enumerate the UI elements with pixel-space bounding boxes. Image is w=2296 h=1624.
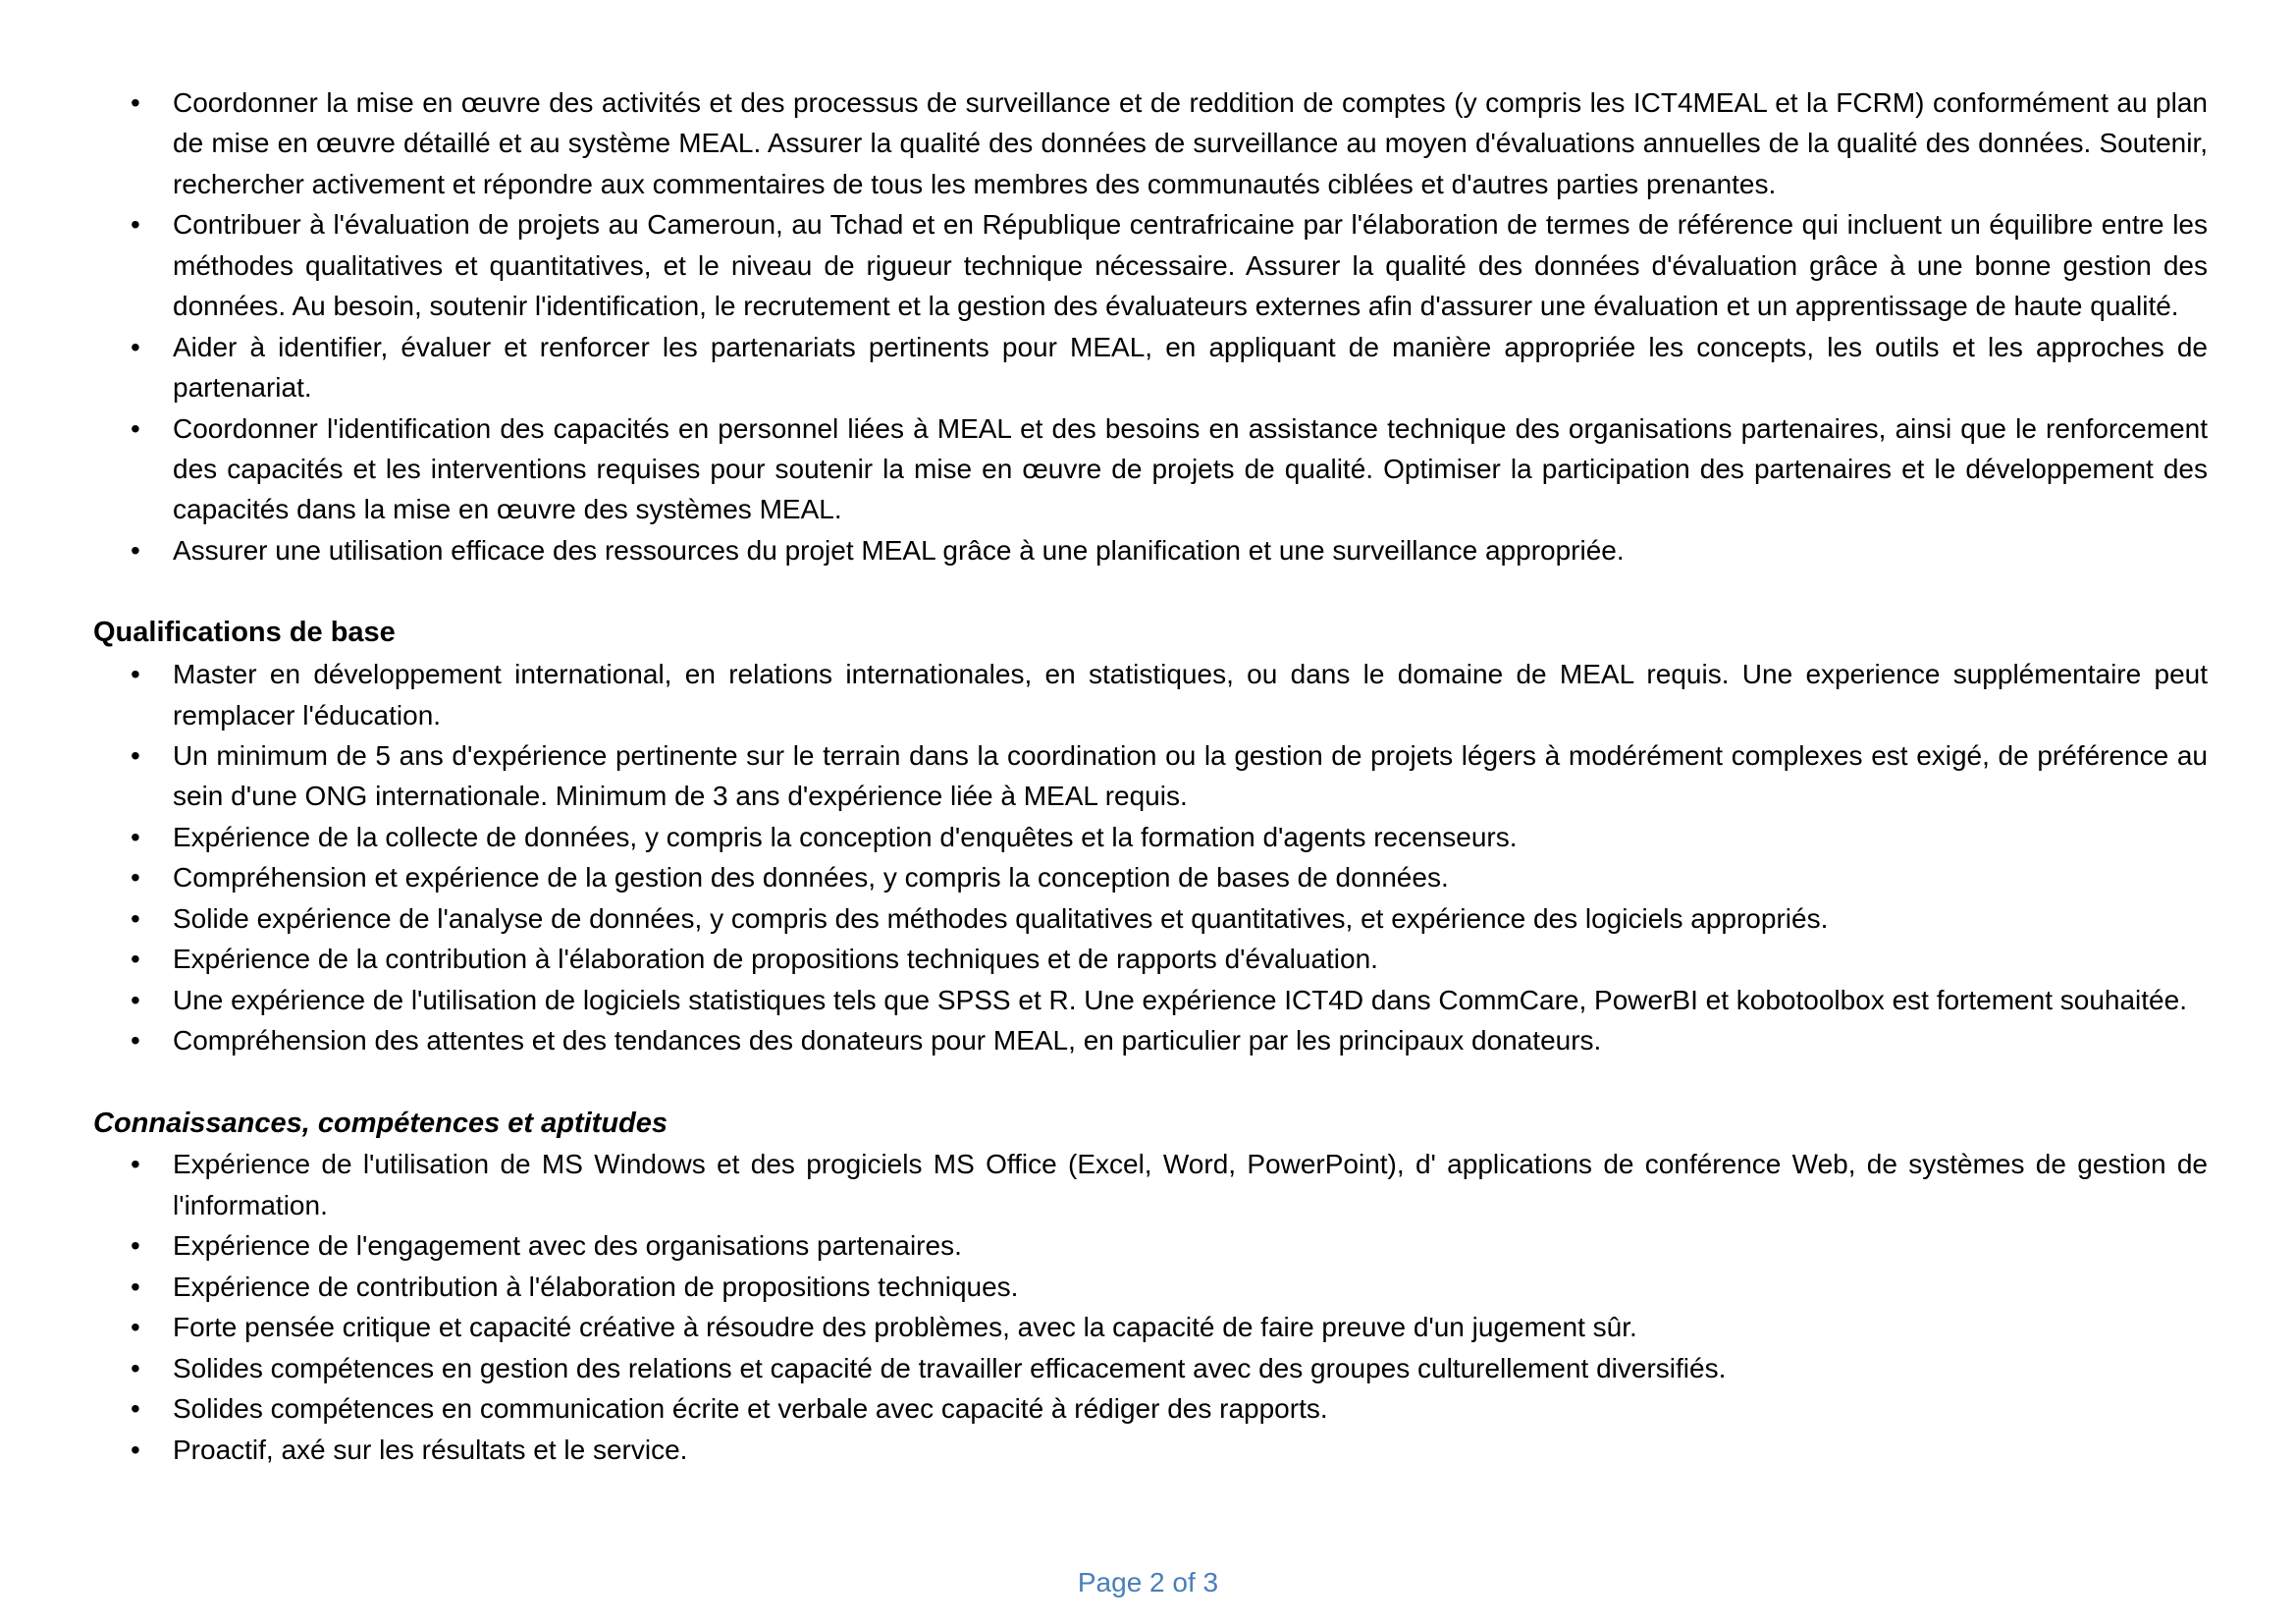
skills-heading: Connaissances, compétences et aptitudes bbox=[93, 1107, 668, 1139]
list-item: • Une expérience de l'utilisation de logiciels statistiques tels que SPSS et R. Une expérience ICT4D dans CommCare, PowerBI et kobotoolbox est fortement souhaitée. bbox=[93, 980, 2208, 1020]
list-item: • Solides compétences en communication écrite et verbale avec capacité à rédiger des rapports. bbox=[93, 1388, 2208, 1429]
list-item: • Aider à identifier, évaluer et renforcer les partenariats pertinents pour MEAL, en appliquant de manière appropriée les concepts, les outils et les approches de partenariat. bbox=[93, 327, 2208, 408]
list-item: • Coordonner l'identification des capacités en personnel liées à MEAL et des besoins en assistance technique des organisations partenaires, ainsi que le renforcement des capacités et les interventions requises pour soutenir la mise en œuvre de projets de qualité. Optimiser la participation des partenaires et le développement des capacités dans la mise en œuvre des systèmes MEAL. bbox=[93, 408, 2208, 530]
page-footer bbox=[0, 1567, 2296, 1598]
responsibilities-list bbox=[93, 82, 2208, 570]
list-item: • Compréhension et expérience de la gestion des données, y compris la conception de bases de données. bbox=[93, 857, 2208, 897]
list-item: • Un minimum de 5 ans d'expérience pertinente sur le terrain dans la coordination ou la gestion de projets légers à modérément complexes est exigé, de préférence au sein d'une ONG internationale. Minimum de 3 ans d'expérience liée à MEAL requis. bbox=[93, 735, 2208, 817]
list-item: • Coordonner la mise en œuvre des activités et des processus de surveillance et de reddition de comptes (y compris les ICT4MEAL et la FCRM) conformément au plan de mise en œuvre détaillé et au système MEAL. Assurer la qualité des données de surveillance au moyen d'évaluations annuelles de la qualité des données. Soutenir, rechercher activement et répondre aux commentaires de tous les membres des communautés ciblées et d'autres parties prenantes. bbox=[93, 82, 2208, 204]
list-item: • Compréhension des attentes et des tendances des donateurs pour MEAL, en particulier par les principaux donateurs. bbox=[93, 1020, 2208, 1060]
list-item: • Proactif, axé sur les résultats et le service. bbox=[93, 1430, 2208, 1470]
list-item: • Forte pensée critique et capacité créative à résoudre des problèmes, avec la capacité de faire preuve d'un jugement sûr. bbox=[93, 1307, 2208, 1347]
list-item: • Solides compétences en gestion des relations et capacité de travailler efficacement avec des groupes culturellement diversifiés. bbox=[93, 1348, 2208, 1388]
qualifications-heading: Qualifications de base bbox=[93, 617, 396, 649]
list-item: • Expérience de l'engagement avec des organisations partenaires. bbox=[93, 1225, 2208, 1266]
list-item: • Expérience de la collecte de données, y compris la conception d'enquêtes et la formation d'agents recenseurs. bbox=[93, 817, 2208, 857]
list-item: • Expérience de la contribution à l'élaboration de propositions techniques et de rapports d'évaluation. bbox=[93, 939, 2208, 979]
list-item: • Master en développement international, en relations internationales, en statistiques, ou dans le domaine de MEAL requis. Une experience supplémentaire peut remplacer l'éducation. bbox=[93, 654, 2208, 735]
page-number: Page 2 of 3 bbox=[1077, 1567, 1219, 1597]
list-item: • Assurer une utilisation efficace des ressources du projet MEAL grâce à une planification et une surveillance appropriée. bbox=[93, 530, 2208, 570]
list-item: • Expérience de l'utilisation de MS Windows et des progiciels MS Office (Excel, Word, PowerPoint), d' applications de conférence Web, de systèmes de gestion de l'information. bbox=[93, 1144, 2208, 1225]
qualifications-list bbox=[93, 654, 2208, 1060]
skills-list bbox=[93, 1144, 2208, 1470]
list-item: • Expérience de contribution à l'élaboration de propositions techniques. bbox=[93, 1267, 2208, 1307]
list-item: • Solide expérience de l'analyse de données, y compris des méthodes qualitatives et quantitatives, et expérience des logiciels appropriés. bbox=[93, 898, 2208, 939]
list-item: • Contribuer à l'évaluation de projets au Cameroun, au Tchad et en République centrafricaine par l'élaboration de termes de référence qui incluent un équilibre entre les méthodes qualitatives et quantitatives, et le niveau de rigueur technique nécessaire. Assurer la qualité des données d'évaluation grâce à une bonne gestion des données. Au besoin, soutenir l'identification, le recrutement et la gestion des évaluateurs externes afin d'assurer une évaluation et un apprentissage de haute qualité. bbox=[93, 204, 2208, 326]
